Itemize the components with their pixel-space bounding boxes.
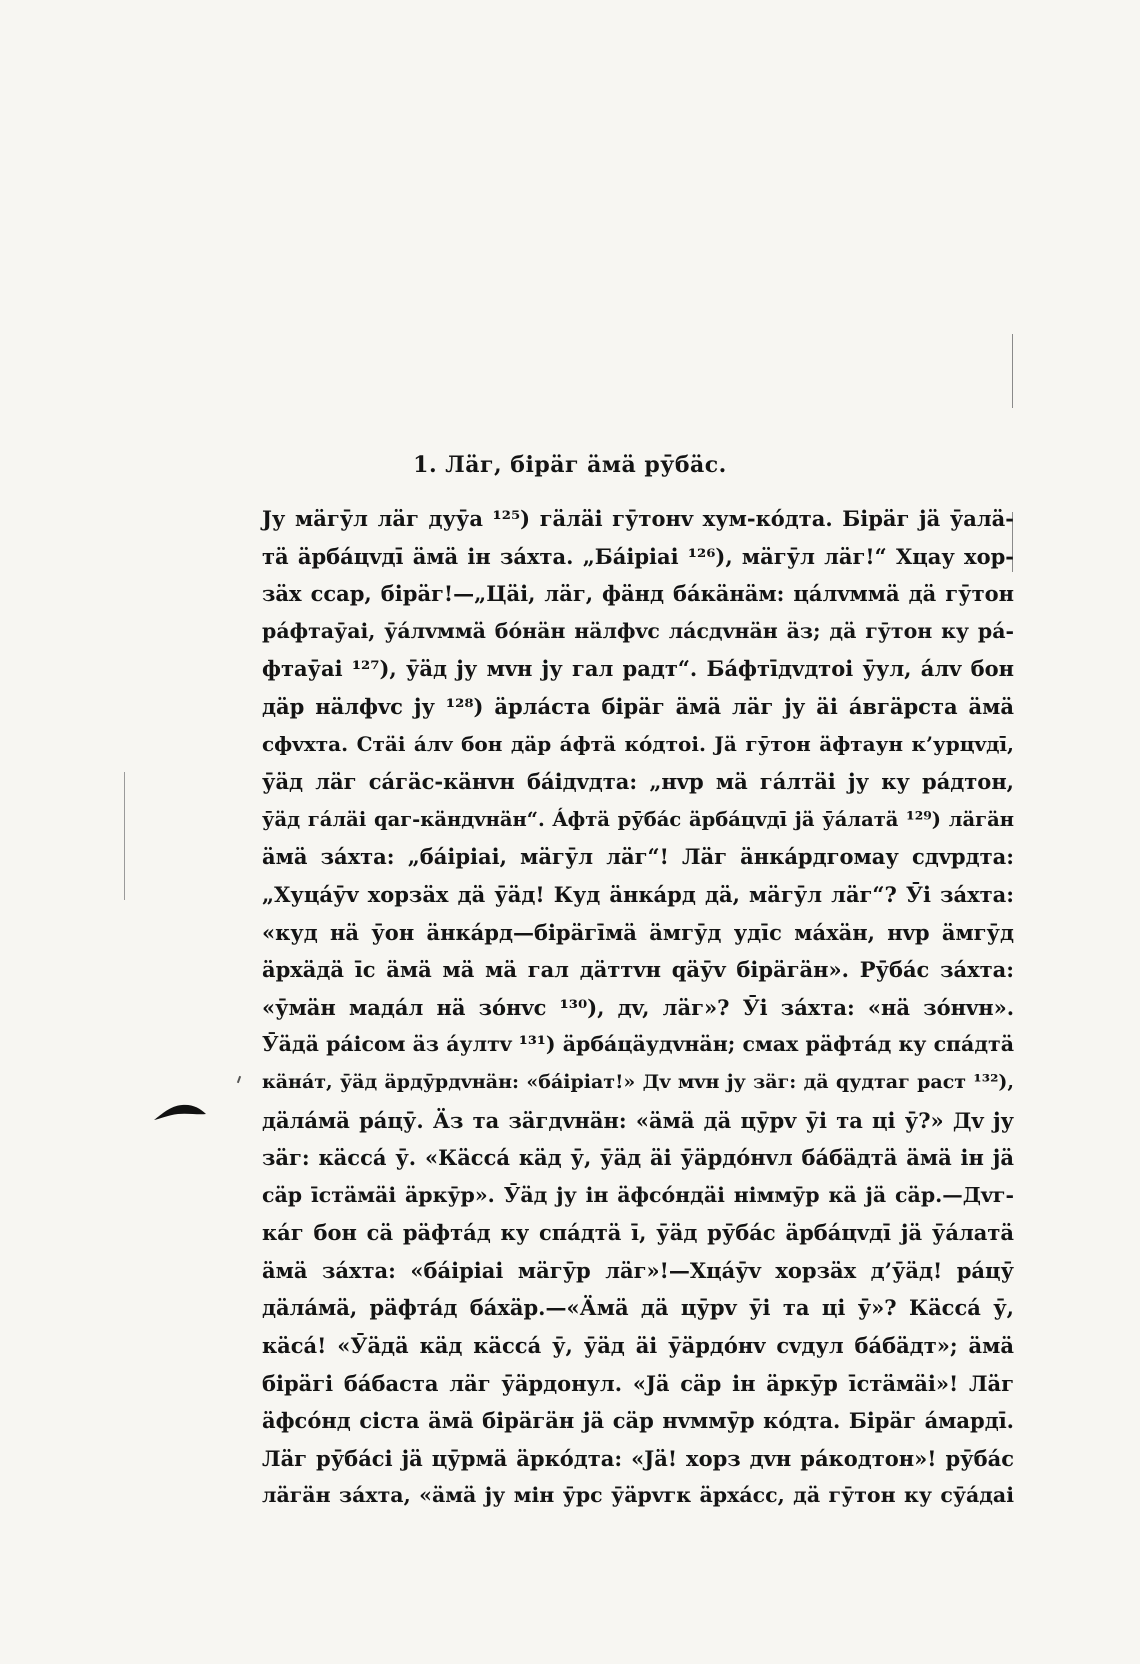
text-line: дӓлáмӓ, рӓфтáд бáхӓр.—«Ӓмӓ дӓ цӯрv ӯі та ці ӯ»? Кӓссá ӯ, bbox=[262, 1295, 1014, 1321]
text-line: «куд нӓ ӯон ӓнкáрд—бірӓгīмӓ ӓмгӯд удīс мáхӓн, нvр ӓмгӯд bbox=[262, 919, 1014, 945]
text-line: ӯӓд гáлӓі qаг-кӓндvнӓн“. Áфтӓ рӯбáс ӓрбáцvдī jӓ ӯáлатӓ ¹²⁹) лӓгӓн bbox=[262, 807, 1014, 831]
ink-smudge-mark bbox=[152, 1100, 208, 1122]
text-line: дӓлáмӓ рáцӯ. Ӓз та зӓгдvнӓн: «ӓмӓ дӓ цӯрv ӯі та ці ӯ?» Дv jу bbox=[262, 1107, 1014, 1133]
text-line: бірӓгі бáбаста лӓг ӯӓрдонул. «Jӓ сӓр ін ӓркӯр īстӓмӓі»! Лӓг bbox=[262, 1370, 1014, 1396]
margin-rule-left bbox=[124, 772, 125, 900]
text-line: кӓсá! «Ӯӓдӓ кӓд кӓссá ӯ, ӯӓд ӓі ӯӓрдóнv сvдул бáбӓдт»; ӓмӓ bbox=[262, 1333, 1014, 1359]
text-line: зӓг: кӓссá ӯ. «Кӓссá кӓд ӯ, ӯӓд ӓі ӯӓрдóнvл бáбӓдтӓ ӓмӓ ін jӓ bbox=[262, 1145, 1014, 1171]
text-line: ӓфсóнд сіста ӓмӓ бірӓгӓн jӓ сӓр нvммӯр кóдта. Бірӓг áмардī. bbox=[262, 1408, 1014, 1434]
text-line: сӓр īстӓмӓі ӓркӯр». Ӯӓд jу ін ӓфсóндӓі німмӯр кӓ jӓ сӓр.—Дvг- bbox=[262, 1182, 1014, 1207]
text-line: тӓ ӓрбáцvдī ӓмӓ ін зáхта. „Бáіріаі ¹²⁶), мӓгӯл лӓг!“ Хцау хор- bbox=[262, 543, 1014, 569]
margin-rule-top bbox=[1012, 334, 1013, 408]
text-line: сфvхта. Стӓі áлv бон дӓр áфтӓ кóдтоі. Jӓ гӯтон ӓфтаун к’урцvдī, bbox=[262, 731, 1015, 756]
text-line: кáг бон сӓ рӓфтáд ку спáдтӓ ī, ӯӓд рӯбáс ӓрбáцvдī jӓ ӯáлатӓ bbox=[262, 1220, 1014, 1246]
text-line: рáфтаӯаі, ӯáлvммӓ бóнӓн нӓлфvс лáсдvнӓн ӓз; дӓ гӯтон ку рá- bbox=[262, 618, 1014, 643]
text-line: ӯӓд лӓг сáгӓс-кӓнvн бáідvдта: „нvр мӓ гáлтӓі jу ку рáдтон, bbox=[262, 769, 1014, 795]
body-text bbox=[262, 500, 1014, 1515]
text-line: Ӯӓдӓ рáісом ӓз áултv ¹³¹) ӓрбáцӓудvнӓн; смах рӓфтáд ку спáдтӓ bbox=[262, 1032, 1014, 1057]
text-line: кӓнáт, ӯӓд ӓрдӯрдvнӓн: «бáіріат!» Дv мvн jу зӓг: дӓ qудтаг раст ¹³²), bbox=[262, 1070, 1014, 1093]
text-line: зӓх ссар, бірӓг!—„Цӓі, лӓг, фӓнд бáкӓнӓм: цáлvммӓ дӓ гӯтон bbox=[262, 581, 1014, 607]
text-line: фтаӯаі ¹²⁷), ӯӓд jу мvн jу гал радт“. Бáфтīдvдтоі ӯул, áлv бон bbox=[262, 656, 1014, 682]
section-title: 1. Лӓг, бірӓг ӓмӓ рӯбӓс. bbox=[413, 452, 727, 478]
text-line: „Хуцáӯv хорзӓх дӓ ӯӓд! Куд ӓнкáрд дӓ, мӓгӯл лӓг“? Ӯі зáхта: bbox=[262, 881, 1014, 907]
text-line: дӓр нӓлфvс jу ¹²⁸) ӓрлáста бірӓг ӓмӓ лӓг jу ӓі áвгӓрста ӓмӓ bbox=[262, 693, 1014, 719]
text-line: ӓмӓ зáхта: „бáіріаі, мӓгӯл лӓг“! Лӓг ӓнкáрдгомау сдvрдта: bbox=[262, 844, 1014, 870]
text-line: ӓрхӓдӓ īс ӓмӓ мӓ мӓ гал дӓттvн qӓӯv бірӓгӓн». Рӯбáс зáхта: bbox=[262, 957, 1014, 983]
text-line: лӓгӓн зáхта, «ӓмӓ jу мін ӯрс ӯӓрvгк ӓрхáсс, дӓ гӯтон ку сӯáдаі bbox=[262, 1483, 1014, 1508]
text-line: Jу мӓгӯл лӓг дуӯа ¹²⁵) гӓлӓі гӯтонv хум-кóдта. Бірӓг jӓ ӯалӓ- bbox=[262, 506, 1014, 531]
text-line: Лӓг рӯбáсі jӓ цӯрмӓ ӓркóдта: «Jӓ! хорз дvн рáкодтон»! рӯбáс bbox=[262, 1445, 1014, 1471]
text-line: «ӯмӓн мадáл нӓ зóнvс ¹³⁰), дv, лӓг»? Ӯі зáхта: «нӓ зóнvн». bbox=[262, 994, 1014, 1020]
ink-mark bbox=[237, 1076, 241, 1083]
text-line: ӓмӓ зáхта: «бáіріаі мӓгӯр лӓг»!—Хцáӯv хорзӓх д’ӯӓд! рáцӯ bbox=[262, 1257, 1014, 1283]
